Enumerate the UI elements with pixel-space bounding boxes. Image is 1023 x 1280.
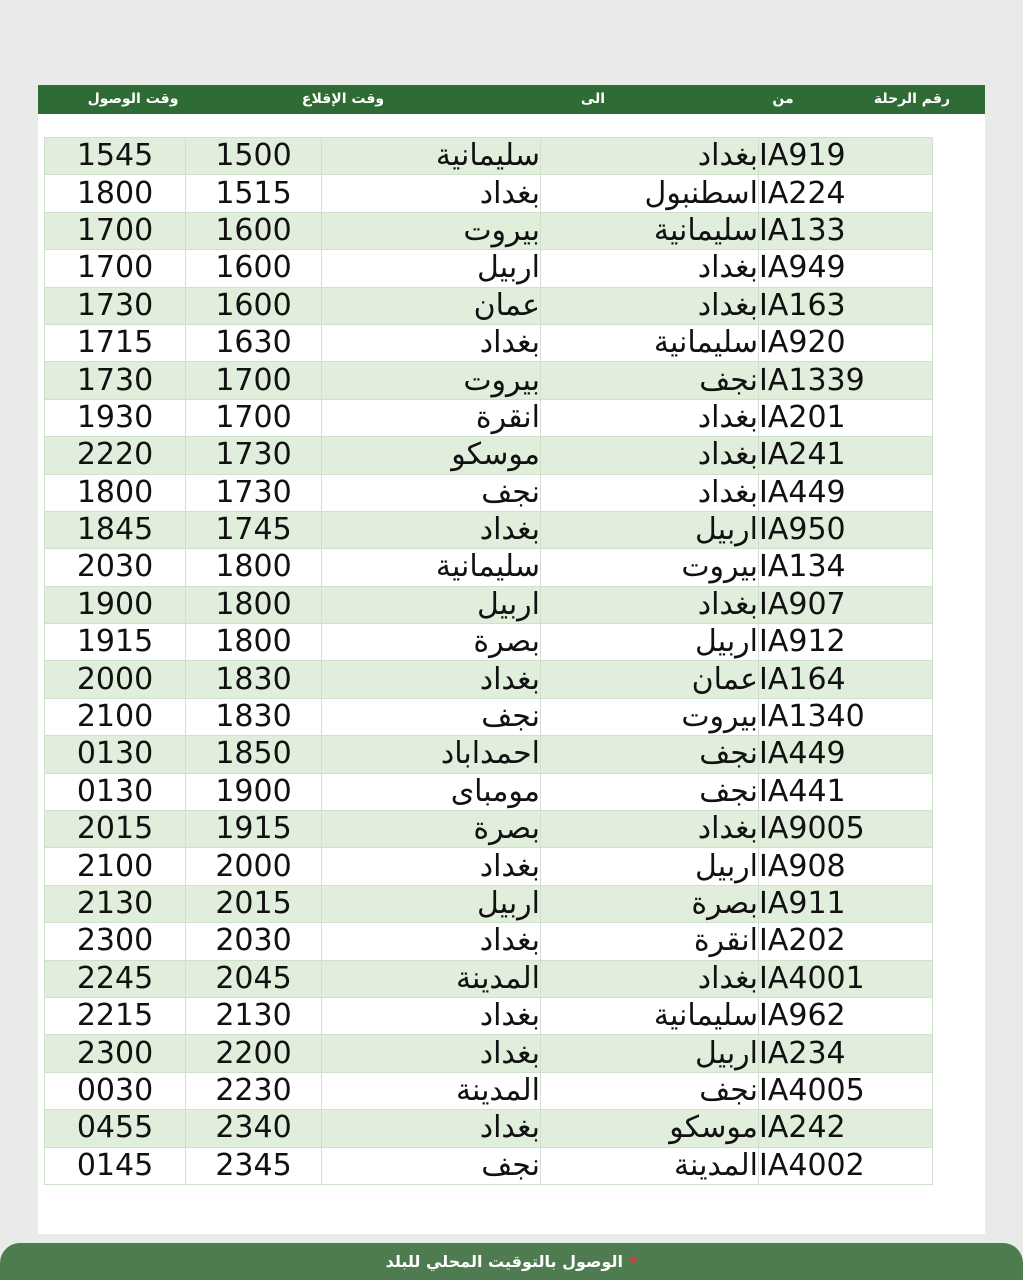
flight-number-cell: IA1339 bbox=[759, 362, 933, 399]
table-row bbox=[45, 399, 933, 436]
origin-cell: نجف bbox=[541, 773, 759, 810]
flight-number-cell: IA441 bbox=[759, 773, 933, 810]
origin-cell: سليمانية bbox=[541, 997, 759, 1034]
departure-time-cell: 1600 bbox=[186, 212, 322, 249]
header-arrival-time: وقت الوصول bbox=[87, 91, 179, 107]
departure-time-cell: 2230 bbox=[186, 1072, 322, 1109]
destination-cell: بغداد bbox=[322, 997, 541, 1034]
table-row bbox=[45, 811, 933, 848]
flight-number-cell: IA911 bbox=[759, 885, 933, 922]
flight-number-cell: IA907 bbox=[759, 586, 933, 623]
departure-time-cell: 1915 bbox=[186, 811, 322, 848]
table-row bbox=[45, 1147, 933, 1184]
table-row bbox=[45, 960, 933, 997]
flight-schedule-table bbox=[44, 137, 933, 1185]
departure-time-cell: 2015 bbox=[186, 885, 322, 922]
destination-cell: عمان bbox=[322, 287, 541, 324]
flight-number-cell: IA242 bbox=[759, 1110, 933, 1147]
footer-asterisk: * bbox=[629, 1252, 638, 1271]
flight-number-cell: IA134 bbox=[759, 549, 933, 586]
arrival-time-cell: 0145 bbox=[45, 1147, 186, 1184]
table-row bbox=[45, 736, 933, 773]
destination-cell: اربيل bbox=[322, 250, 541, 287]
table-header-bar bbox=[38, 85, 985, 114]
arrival-time-cell: 1545 bbox=[45, 138, 186, 175]
table-row bbox=[45, 138, 933, 175]
origin-cell: اربيل bbox=[541, 511, 759, 548]
departure-time-cell: 1800 bbox=[186, 624, 322, 661]
destination-cell: بغداد bbox=[322, 661, 541, 698]
arrival-time-cell: 1730 bbox=[45, 362, 186, 399]
flight-number-cell: IA1340 bbox=[759, 698, 933, 735]
destination-cell: المدينة bbox=[322, 1072, 541, 1109]
flight-number-cell: IA912 bbox=[759, 624, 933, 661]
arrival-time-cell: 1930 bbox=[45, 399, 186, 436]
departure-time-cell: 2340 bbox=[186, 1110, 322, 1147]
arrival-time-cell: 1915 bbox=[45, 624, 186, 661]
departure-time-cell: 1630 bbox=[186, 324, 322, 361]
origin-cell: بصرة bbox=[541, 885, 759, 922]
destination-cell: بغداد bbox=[322, 848, 541, 885]
arrival-time-cell: 1800 bbox=[45, 175, 186, 212]
departure-time-cell: 1745 bbox=[186, 511, 322, 548]
table-row bbox=[45, 773, 933, 810]
arrival-time-cell: 0130 bbox=[45, 773, 186, 810]
header-flight-number: رقم الرحلة bbox=[873, 91, 950, 107]
flight-number-cell: IA950 bbox=[759, 511, 933, 548]
flight-number-cell: IA202 bbox=[759, 923, 933, 960]
origin-cell: اربيل bbox=[541, 848, 759, 885]
origin-cell: سليمانية bbox=[541, 212, 759, 249]
table-row bbox=[45, 474, 933, 511]
arrival-time-cell: 1800 bbox=[45, 474, 186, 511]
departure-time-cell: 1800 bbox=[186, 549, 322, 586]
arrival-time-cell: 2130 bbox=[45, 885, 186, 922]
flight-number-cell: IA908 bbox=[759, 848, 933, 885]
departure-time-cell: 2045 bbox=[186, 960, 322, 997]
arrival-time-cell: 1845 bbox=[45, 511, 186, 548]
departure-time-cell: 1515 bbox=[186, 175, 322, 212]
destination-cell: نجف bbox=[322, 698, 541, 735]
table-row bbox=[45, 885, 933, 922]
table-row bbox=[45, 624, 933, 661]
departure-time-cell: 1850 bbox=[186, 736, 322, 773]
table-row bbox=[45, 511, 933, 548]
flight-number-cell: IA241 bbox=[759, 437, 933, 474]
destination-cell: نجف bbox=[322, 1147, 541, 1184]
origin-cell: نجف bbox=[541, 736, 759, 773]
arrival-time-cell: 2015 bbox=[45, 811, 186, 848]
destination-cell: نجف bbox=[322, 474, 541, 511]
footer-note-bar bbox=[0, 1243, 1023, 1280]
destination-cell: مومباى bbox=[322, 773, 541, 810]
flight-number-cell: IA234 bbox=[759, 1035, 933, 1072]
table-row bbox=[45, 324, 933, 361]
origin-cell: نجف bbox=[541, 362, 759, 399]
departure-time-cell: 1830 bbox=[186, 661, 322, 698]
flight-number-cell: IA4002 bbox=[759, 1147, 933, 1184]
origin-cell: اسطنبول bbox=[541, 175, 759, 212]
table-row bbox=[45, 437, 933, 474]
origin-cell: موسكو bbox=[541, 1110, 759, 1147]
flight-number-cell: IA449 bbox=[759, 474, 933, 511]
destination-cell: بصرة bbox=[322, 624, 541, 661]
arrival-time-cell: 0030 bbox=[45, 1072, 186, 1109]
flight-number-cell: IA920 bbox=[759, 324, 933, 361]
departure-time-cell: 1700 bbox=[186, 399, 322, 436]
arrival-time-cell: 2220 bbox=[45, 437, 186, 474]
table-row bbox=[45, 1035, 933, 1072]
origin-cell: بغداد bbox=[541, 586, 759, 623]
flight-number-cell: IA164 bbox=[759, 661, 933, 698]
departure-time-cell: 2345 bbox=[186, 1147, 322, 1184]
origin-cell: بغداد bbox=[541, 811, 759, 848]
destination-cell: سليمانية bbox=[322, 549, 541, 586]
origin-cell: اربيل bbox=[541, 1035, 759, 1072]
table-row bbox=[45, 1072, 933, 1109]
table-row bbox=[45, 362, 933, 399]
arrival-time-cell: 0455 bbox=[45, 1110, 186, 1147]
arrival-time-cell: 2245 bbox=[45, 960, 186, 997]
destination-cell: بغداد bbox=[322, 511, 541, 548]
table-row bbox=[45, 586, 933, 623]
origin-cell: بغداد bbox=[541, 138, 759, 175]
origin-cell: المدينة bbox=[541, 1147, 759, 1184]
departure-time-cell: 2130 bbox=[186, 997, 322, 1034]
arrival-time-cell: 1700 bbox=[45, 212, 186, 249]
arrival-time-cell: 1900 bbox=[45, 586, 186, 623]
arrival-time-cell: 2215 bbox=[45, 997, 186, 1034]
departure-time-cell: 1800 bbox=[186, 586, 322, 623]
destination-cell: بغداد bbox=[322, 175, 541, 212]
flight-schedule-body bbox=[45, 138, 933, 1185]
flight-number-cell: IA9005 bbox=[759, 811, 933, 848]
departure-time-cell: 1600 bbox=[186, 250, 322, 287]
destination-cell: المدينة bbox=[322, 960, 541, 997]
table-row bbox=[45, 175, 933, 212]
destination-cell: سليمانية bbox=[322, 138, 541, 175]
destination-cell: بغداد bbox=[322, 1035, 541, 1072]
destination-cell: بغداد bbox=[322, 923, 541, 960]
table-row bbox=[45, 287, 933, 324]
arrival-time-cell: 2100 bbox=[45, 698, 186, 735]
table-row bbox=[45, 549, 933, 586]
table-row bbox=[45, 661, 933, 698]
arrival-time-cell: 2300 bbox=[45, 1035, 186, 1072]
arrival-time-cell: 1730 bbox=[45, 287, 186, 324]
arrival-time-cell: 0130 bbox=[45, 736, 186, 773]
header-from: من bbox=[772, 91, 794, 107]
destination-cell: بصرة bbox=[322, 811, 541, 848]
destination-cell: انقرة bbox=[322, 399, 541, 436]
flight-number-cell: IA224 bbox=[759, 175, 933, 212]
destination-cell: موسكو bbox=[322, 437, 541, 474]
departure-time-cell: 1700 bbox=[186, 362, 322, 399]
header-departure-time: وقت الإقلاع bbox=[301, 91, 385, 107]
departure-time-cell: 2200 bbox=[186, 1035, 322, 1072]
departure-time-cell: 1830 bbox=[186, 698, 322, 735]
origin-cell: بيروت bbox=[541, 549, 759, 586]
departure-time-cell: 1900 bbox=[186, 773, 322, 810]
origin-cell: سليمانية bbox=[541, 324, 759, 361]
destination-cell: بيروت bbox=[322, 362, 541, 399]
origin-cell: عمان bbox=[541, 661, 759, 698]
header-to: الى bbox=[580, 91, 606, 107]
table-row bbox=[45, 848, 933, 885]
origin-cell: بغداد bbox=[541, 399, 759, 436]
arrival-time-cell: 1715 bbox=[45, 324, 186, 361]
flight-number-cell: IA449 bbox=[759, 736, 933, 773]
flight-number-cell: IA163 bbox=[759, 287, 933, 324]
flight-number-cell: IA4001 bbox=[759, 960, 933, 997]
origin-cell: بغداد bbox=[541, 287, 759, 324]
origin-cell: بغداد bbox=[541, 437, 759, 474]
departure-time-cell: 2030 bbox=[186, 923, 322, 960]
destination-cell: بغداد bbox=[322, 324, 541, 361]
departure-time-cell: 1600 bbox=[186, 287, 322, 324]
arrival-time-cell: 2000 bbox=[45, 661, 186, 698]
table-row bbox=[45, 923, 933, 960]
arrival-time-cell: 2030 bbox=[45, 549, 186, 586]
table-row bbox=[45, 250, 933, 287]
departure-time-cell: 1500 bbox=[186, 138, 322, 175]
table-row bbox=[45, 997, 933, 1034]
table-row bbox=[45, 1110, 933, 1147]
arrival-time-cell: 2100 bbox=[45, 848, 186, 885]
origin-cell: نجف bbox=[541, 1072, 759, 1109]
arrival-time-cell: 2300 bbox=[45, 923, 186, 960]
origin-cell: اربيل bbox=[541, 624, 759, 661]
arrival-time-cell: 1700 bbox=[45, 250, 186, 287]
destination-cell: اربيل bbox=[322, 586, 541, 623]
destination-cell: اربيل bbox=[322, 885, 541, 922]
departure-time-cell: 1730 bbox=[186, 474, 322, 511]
flight-number-cell: IA919 bbox=[759, 138, 933, 175]
flight-number-cell: IA201 bbox=[759, 399, 933, 436]
flight-number-cell: IA962 bbox=[759, 997, 933, 1034]
destination-cell: احمداباد bbox=[322, 736, 541, 773]
origin-cell: انقرة bbox=[541, 923, 759, 960]
origin-cell: بغداد bbox=[541, 474, 759, 511]
destination-cell: بغداد bbox=[322, 1110, 541, 1147]
flight-number-cell: IA4005 bbox=[759, 1072, 933, 1109]
departure-time-cell: 1730 bbox=[186, 437, 322, 474]
flight-number-cell: IA949 bbox=[759, 250, 933, 287]
table-row bbox=[45, 698, 933, 735]
flight-number-cell: IA133 bbox=[759, 212, 933, 249]
table-row bbox=[45, 212, 933, 249]
destination-cell: بيروت bbox=[322, 212, 541, 249]
origin-cell: بغداد bbox=[541, 250, 759, 287]
origin-cell: بغداد bbox=[541, 960, 759, 997]
departure-time-cell: 2000 bbox=[186, 848, 322, 885]
footer-note: الوصول بالتوقيت المحلي للبلد bbox=[385, 1252, 624, 1271]
origin-cell: بيروت bbox=[541, 698, 759, 735]
